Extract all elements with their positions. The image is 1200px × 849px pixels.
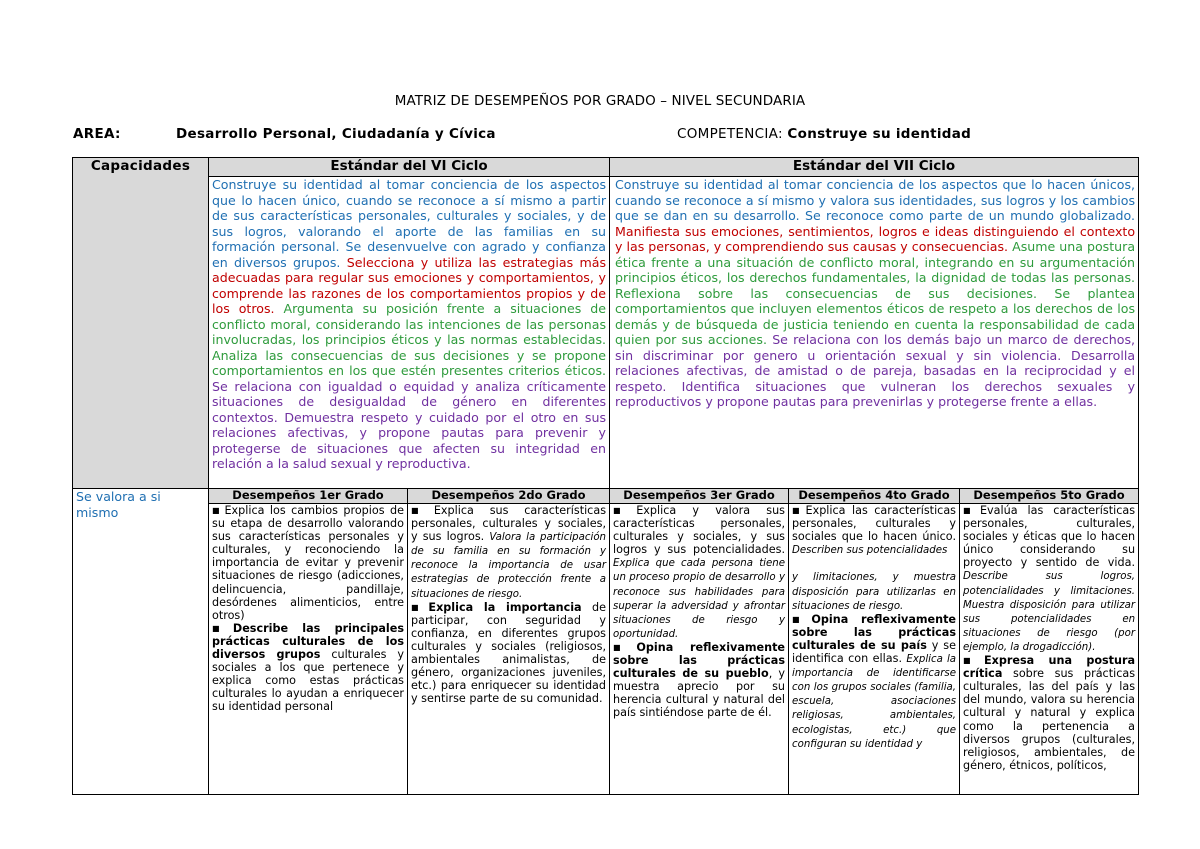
- std-vi-text: [209, 177, 610, 489]
- std-vi-s3: Argumenta su posición frente a situaciones de conflicto moral, considerando las intenciones de las personas involucradas, los principios éticos y las normas establecidas. Analiza las consecuencias de sus decisiones y se propone comportamientos en los que estén presentes criterios éticos.: [212, 301, 607, 378]
- performance-italic: Explica la importancia de identificarse con los grupos sociales (familia, escuela, asociaciones religiosas, ambientales, ecologistas, etc.) que configuran su identidad y: [792, 654, 957, 750]
- std-vi-s1: Construye su identidad al tomar conciencia de los aspectos que lo hacen único, cuando se reconoce a sí mismo a partir de sus características personales, culturales y sociales, y de sus logros, valorando el aporte de las familias en su formación personal. Se desenvuelve con agrado y confianza en diversos grupos.: [212, 177, 607, 270]
- std-vii-text: [610, 177, 1139, 489]
- capacidades-header: Capacidades: [73, 158, 209, 489]
- grade-header-1: Desempeños 1er Grado: [209, 489, 408, 504]
- capacity-cell: [73, 489, 209, 795]
- square-bullet-icon: ■: [613, 506, 634, 515]
- performance-italic: Valora la participación de su familia en su formación y reconoce la importancia de usar estrategias de protección frente a situaciones de riesgo.: [411, 532, 607, 600]
- performance-verb: Expresa una postura crítica: [963, 654, 1136, 681]
- list-item: [212, 622, 404, 714]
- performance-text: Explica los cambios propios de su etapa de desarrollo valorando sus características personales y culturales, y reconociendo la importancia de evitar y prevenir situaciones de riesgo (adicciones, delincuencia, pandillaje, desórdenes alimenticios, entre otros): [212, 504, 404, 622]
- capacity-label: Se valora a si mismo: [76, 489, 161, 520]
- square-bullet-icon: ■: [212, 623, 230, 633]
- grade-4-performances: [789, 504, 960, 795]
- std-vii-s1: Construye su identidad al tomar conciencia de los aspectos que lo hacen únicos, cuando se reconoce a sí mismo y valora sus identidades, sus logros y los cambios que se dan en su desarrollo. Se reconoce como parte de un mundo globalizado.: [615, 177, 1136, 223]
- square-bullet-icon: ■: [212, 506, 222, 515]
- performance-verb: Opina reflexivamente sobre las prácticas culturales de su país: [792, 612, 957, 652]
- grade-header-4: Desempeños 4to Grado: [789, 489, 960, 504]
- std-vi-s4: Se relaciona con igualdad o equidad y analiza críticamente situaciones de desigualdad de género en diferentes contextos. Demuestra respeto y cuidado por el otro en sus relaciones afectivas, y propone pautas para prevenir y protegerse de situaciones que afecten su integridad en relación a la salud sexual y reproductiva.: [212, 378, 607, 471]
- grade-5-performances: [960, 504, 1139, 795]
- list-item: [792, 613, 956, 751]
- square-bullet-icon: ■: [792, 614, 809, 624]
- list-item: [613, 504, 785, 641]
- performance-text: culturales y sociales a los que pertenece y explica como estas prácticas culturales lo ayudan a enriquecer su identidad personal: [212, 648, 404, 714]
- performance-italic: Describe sus logros, potencialidades y limitaciones. Muestra disposición para utilizar sus potencialidades en situaciones de riesgo (por ejemplo, la drogadicción).: [963, 571, 1136, 653]
- list-item: [411, 504, 606, 601]
- performance-text: sobre sus prácticas culturales, las del país y las del mundo, valora su herencia cultural y natural y explica como la pertenencia a diversos grupos (culturales, religiosos, ambientales, de género, étnicos, políticos,: [963, 667, 1136, 772]
- competencia: [677, 126, 971, 142]
- performance-text: Explica las características personales, culturales y sociales que lo hacen único.: [792, 504, 957, 544]
- std-vi-s2: Selecciona y utiliza las estrategias más adecuadas para regular sus emociones y comportamientos, y comprende las razones de los comportamientos propios y de los otros.: [212, 254, 607, 316]
- std-vi-header: Estándar del VI Ciclo: [209, 158, 610, 177]
- square-bullet-icon: ■: [613, 642, 634, 652]
- std-vii-s4: Se relaciona con los demás bajo un marco de derechos, sin discriminar por genero u orientación sexual y sin violencia. Desarrolla relaciones afectivas, de amistad o de pareja, basadas en la reciprocidad y el respeto. Identifica situaciones que vulneran los derechos sexuales y reproductivos y propone pautas para prevenirlas y protegerse frente a ellas.: [615, 332, 1136, 409]
- performance-text: , y muestra aprecio por su herencia cultural y natural del país sintiéndose parte de él.: [613, 667, 786, 720]
- list-item: [212, 504, 404, 622]
- square-bullet-icon: ■: [792, 506, 803, 515]
- performance-verb: Opina reflexivamente sobre las prácticas culturales de su pueblo: [613, 640, 786, 681]
- area-value: Desarrollo Personal, Ciudadanía y Cívica: [176, 126, 496, 142]
- grade-header-5: Desempeños 5to Grado: [960, 489, 1139, 504]
- list-item: [792, 504, 956, 613]
- std-vii-s3: Asume una postura ética frente a una situación de conflicto moral, integrando en su argumentación principios éticos, los derechos fundamentales, la dignidad de todas las personas. Reflexiona sobre las consecuencias de sus decisiones. Se plantea comportamientos que incluyen elementos éticos de respeto a los derechos de los demás y de búsqueda de justicia teniendo en cuenta la responsabilidad de cada quien por sus acciones.: [615, 239, 1136, 347]
- grade-header-2: Desempeños 2do Grado: [408, 489, 610, 504]
- grade-1-performances: [209, 504, 408, 795]
- performance-matrix: [72, 157, 1139, 795]
- performance-text: y se identifica con ellas.: [792, 638, 956, 666]
- performance-verb: Explica la importancia: [428, 600, 582, 614]
- std-vii-s2: Manifiesta sus emociones, sentimientos, logros e ideas distinguiendo el contexto y las personas, y comprendiendo sus causas y consecuencias.: [615, 223, 1136, 254]
- std-vii-header: Estándar del VII Ciclo: [610, 158, 1139, 177]
- competencia-value: Construye su identidad: [787, 126, 972, 142]
- square-bullet-icon: ■: [411, 506, 431, 515]
- performance-text: de participar, con seguridad y confianza, en diferentes grupos culturales y sociales (religiosos, ambientales animalistas, de género, organizaciones juveniles, etc.) para enriquecer su identidad y sentirse parte de su comunidad.: [411, 600, 607, 706]
- list-item: [963, 654, 1135, 772]
- square-bullet-icon: ■: [963, 506, 977, 515]
- grade-3-performances: [610, 504, 789, 795]
- grade-header-3: Desempeños 3er Grado: [610, 489, 789, 504]
- competencia-label: COMPETENCIA:: [677, 126, 783, 142]
- list-item: [963, 504, 1135, 654]
- performance-text: Explica sus características personales, culturales y sociales, y sus logros.: [411, 504, 607, 544]
- list-item: [613, 641, 785, 720]
- performance-italic: Explica que cada persona tiene un proceso propio de desarrollo y reconoce sus habilidades para superar la adversidad y afrontar situaciones de riesgo y oportunidad.: [613, 558, 786, 640]
- grade-2-performances: [408, 504, 610, 795]
- performance-italic: Describen sus potencialidades: [792, 545, 948, 557]
- list-item: [411, 601, 606, 706]
- square-bullet-icon: ■: [411, 602, 426, 612]
- performance-text: Evalúa las características personales, culturales, sociales y éticas que lo hacen único considerando su proyecto y sentido de vida.: [963, 504, 1136, 570]
- performance-italic: y limitaciones, y muestra disposición para utilizarlas en situaciones de riesgo.: [792, 572, 957, 612]
- square-bullet-icon: ■: [963, 656, 982, 666]
- performance-text: Explica y valora sus características personales, culturales y sociales, y sus logros y sus potencialidades.: [613, 504, 786, 557]
- document-title: MATRIZ DE DESEMPEÑOS POR GRADO – NIVEL SECUNDARIA: [394, 93, 806, 109]
- area-label: AREA:: [73, 126, 121, 142]
- performance-verb: Describe las principales prácticas culturales de los diversos grupos: [212, 621, 404, 662]
